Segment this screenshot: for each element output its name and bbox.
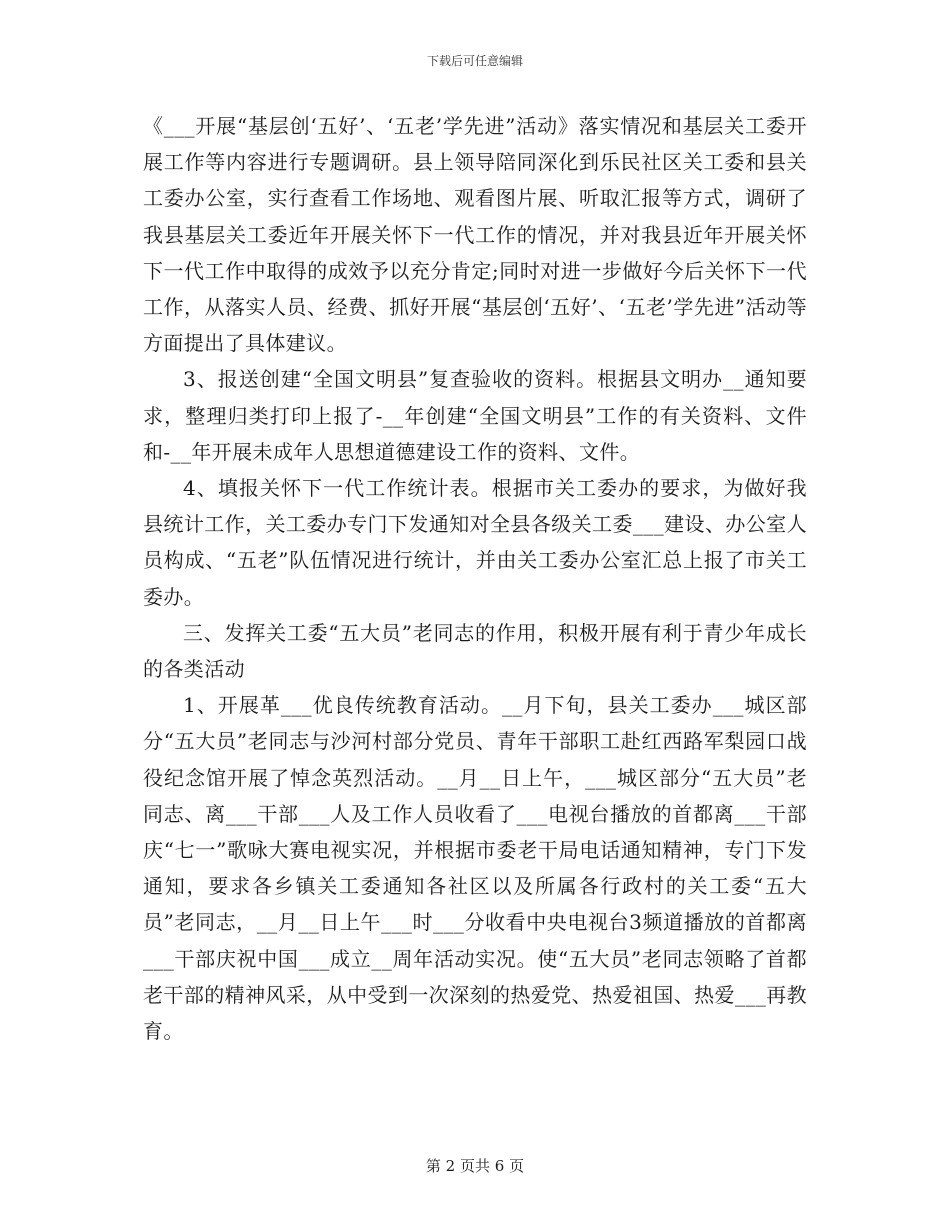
paragraph-1: 《___开展“基层创‘五好’、‘五老’学先进”活动》落实情况和基层关工委开展工作等内容进行专题调研。县上领导陪同深化到乐民社区关工委和县关工委办公室，实行查看工作场地、观看图片展、听取汇报等方式，调研了我县基层关工委近年开展关怀下一代工作的情况，并对我县近年开展关怀下一代工作中取得的成效予以充分肯定;同时对进一步做好今后关怀下一代工作，从落实人员、经费、抓好开展“基层创‘五好’、‘五老’学先进”活动等方面提出了具体建议。 — [143, 114, 807, 356]
paragraph-4: 1、开展革___优良传统教育活动。__月下旬，县关工委办___城区部分“五大员”老同志与沙河村部分党员、青年干部职工赴红西路军梨园口战役纪念馆开展了悼念英烈活动。__月__日上午，___城区部分“五大员”老同志、离___干部___人及工作人员收看了___电视台播放的首都离___干部庆“七一”歌咏大赛电视实况，并根据市委老干局电话通知精神，专门下发通知，要求各乡镇关工委通知各社区以及所属各行政村的关工委“五大员”老同志，__月__日上午___时___分收看中央电视台3频道播放的首都离___干部庆祝中国___成立__周年活动实况。使“五大员”老同志领略了首都老干部的精神风采，从中受到一次深刻的热爱党、热爱祖国、热爱___再教育。 — [143, 693, 807, 1044]
page-number: 第 2 页共 6 页 — [425, 1157, 525, 1175]
section-heading: 三、发挥关工委“五大员”老同志的作用，积极开展有利于青少年成长的各类活动 — [143, 620, 807, 682]
paragraph-3: 4、填报关怀下一代工作统计表。根据市关工委办的要求，为做好我县统计工作，关工委办专门下发通知对全县各级关工委___建设、办公室人员构成、“五老”队伍情况进行统计，并由关工委办公室汇总上报了市关工委办。 — [143, 476, 807, 609]
paragraph-2: 3、报送创建“全国文明县”复查验收的资料。根据县文明办__通知要求，整理归类打印上报了-__年创建“全国文明县”工作的有关资料、文件和-__年开展未成年人思想道德建设工作的资料、文件。 — [143, 367, 807, 464]
page-header: 下载后可任意编辑 — [426, 54, 523, 68]
document-body — [143, 108, 807, 1049]
